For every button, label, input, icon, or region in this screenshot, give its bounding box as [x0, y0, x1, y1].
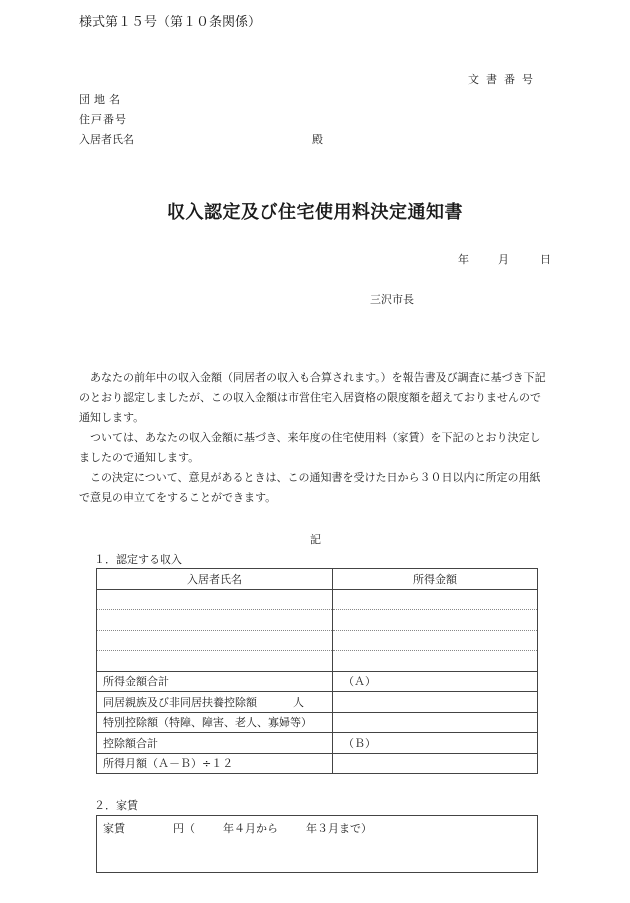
- resident-name-cell[interactable]: [97, 651, 333, 672]
- resident-name-cell[interactable]: [97, 589, 333, 610]
- issue-date: [458, 251, 551, 267]
- table-row: [97, 671, 538, 692]
- dependent-deduction-value[interactable]: [333, 692, 538, 713]
- document-number-label: 文書番号: [468, 73, 540, 86]
- complex-name-label: 団地名: [79, 93, 124, 106]
- total-income-label: 所得金額合計: [97, 671, 333, 692]
- table-row: [97, 692, 538, 713]
- table-row: [97, 733, 538, 754]
- section1-heading: １．認定する収入: [94, 553, 182, 566]
- rent-yen: 円（: [173, 822, 195, 835]
- notice-body: [79, 368, 551, 508]
- dependent-deduction-label: 同居親族及び非同居扶養控除額 人: [97, 692, 333, 713]
- income-table: [96, 568, 538, 774]
- table-row: [97, 630, 538, 651]
- date-year: 年: [458, 253, 469, 266]
- monthly-income-label: 所得月額（Ａ－Ｂ）÷１２: [97, 753, 333, 774]
- income-cell[interactable]: [333, 651, 538, 672]
- section2-heading: ２．家賃: [94, 799, 138, 812]
- resident-name-cell[interactable]: [97, 610, 333, 631]
- table-row: [97, 712, 538, 733]
- table-row: [97, 589, 538, 610]
- rent-line: [103, 820, 372, 836]
- rent-to: 年３月まで）: [306, 822, 372, 835]
- table-row: [97, 651, 538, 672]
- special-deduction-value[interactable]: [333, 712, 538, 733]
- rent-box: [96, 815, 538, 873]
- monthly-income-value[interactable]: [333, 753, 538, 774]
- table-header-row: [97, 569, 538, 590]
- honorific: 殿: [312, 133, 323, 146]
- total-deduction-label: 控除額合計: [97, 733, 333, 754]
- form-number: 様式第１５号（第１０条関係）: [79, 15, 262, 30]
- col-income: 所得金額: [333, 569, 538, 590]
- special-deduction-label: 特別控除額（特障、障害、老人、寡婦等）: [97, 712, 333, 733]
- body-paragraph-3: この決定について、意見があるときは、この通知書を受けた日から３０日以内に所定の用紙で意見の申立てをすることができます。: [79, 471, 541, 504]
- table-row: [97, 610, 538, 631]
- dependent-unit: 人: [293, 695, 304, 709]
- date-month: 月: [498, 253, 509, 266]
- rent-label: 家賃: [103, 822, 125, 835]
- income-cell[interactable]: [333, 630, 538, 651]
- page-title: 収入認定及び住宅使用料決定通知書: [167, 202, 463, 223]
- body-paragraph-2: ついては、あなたの収入金額に基づき、来年度の住宅使用料（家賃）を下記のとおり決定しましたので通知します。: [79, 431, 541, 464]
- date-day: 日: [540, 253, 551, 266]
- issuer: 三沢市長: [370, 293, 414, 306]
- ki-mark: 記: [310, 533, 321, 546]
- resident-name-label: 入居者氏名: [79, 133, 134, 146]
- unit-number-label: 住戸番号: [79, 113, 127, 126]
- rent-from: 年４月から: [223, 822, 278, 835]
- income-cell[interactable]: [333, 589, 538, 610]
- table-row: [97, 753, 538, 774]
- total-income-mark: （Ａ）: [333, 671, 538, 692]
- income-cell[interactable]: [333, 610, 538, 631]
- col-resident-name: 入居者氏名: [97, 569, 333, 590]
- total-deduction-mark: （Ｂ）: [333, 733, 538, 754]
- body-paragraph-1: あなたの前年中の収入金額（同居者の収入も合算されます。）を報告書及び調査に基づき下記のとおり認定しましたが、この収入金額は市営住宅入居資格の限度額を超えておりませんので通知します。: [79, 371, 546, 424]
- resident-name-cell[interactable]: [97, 630, 333, 651]
